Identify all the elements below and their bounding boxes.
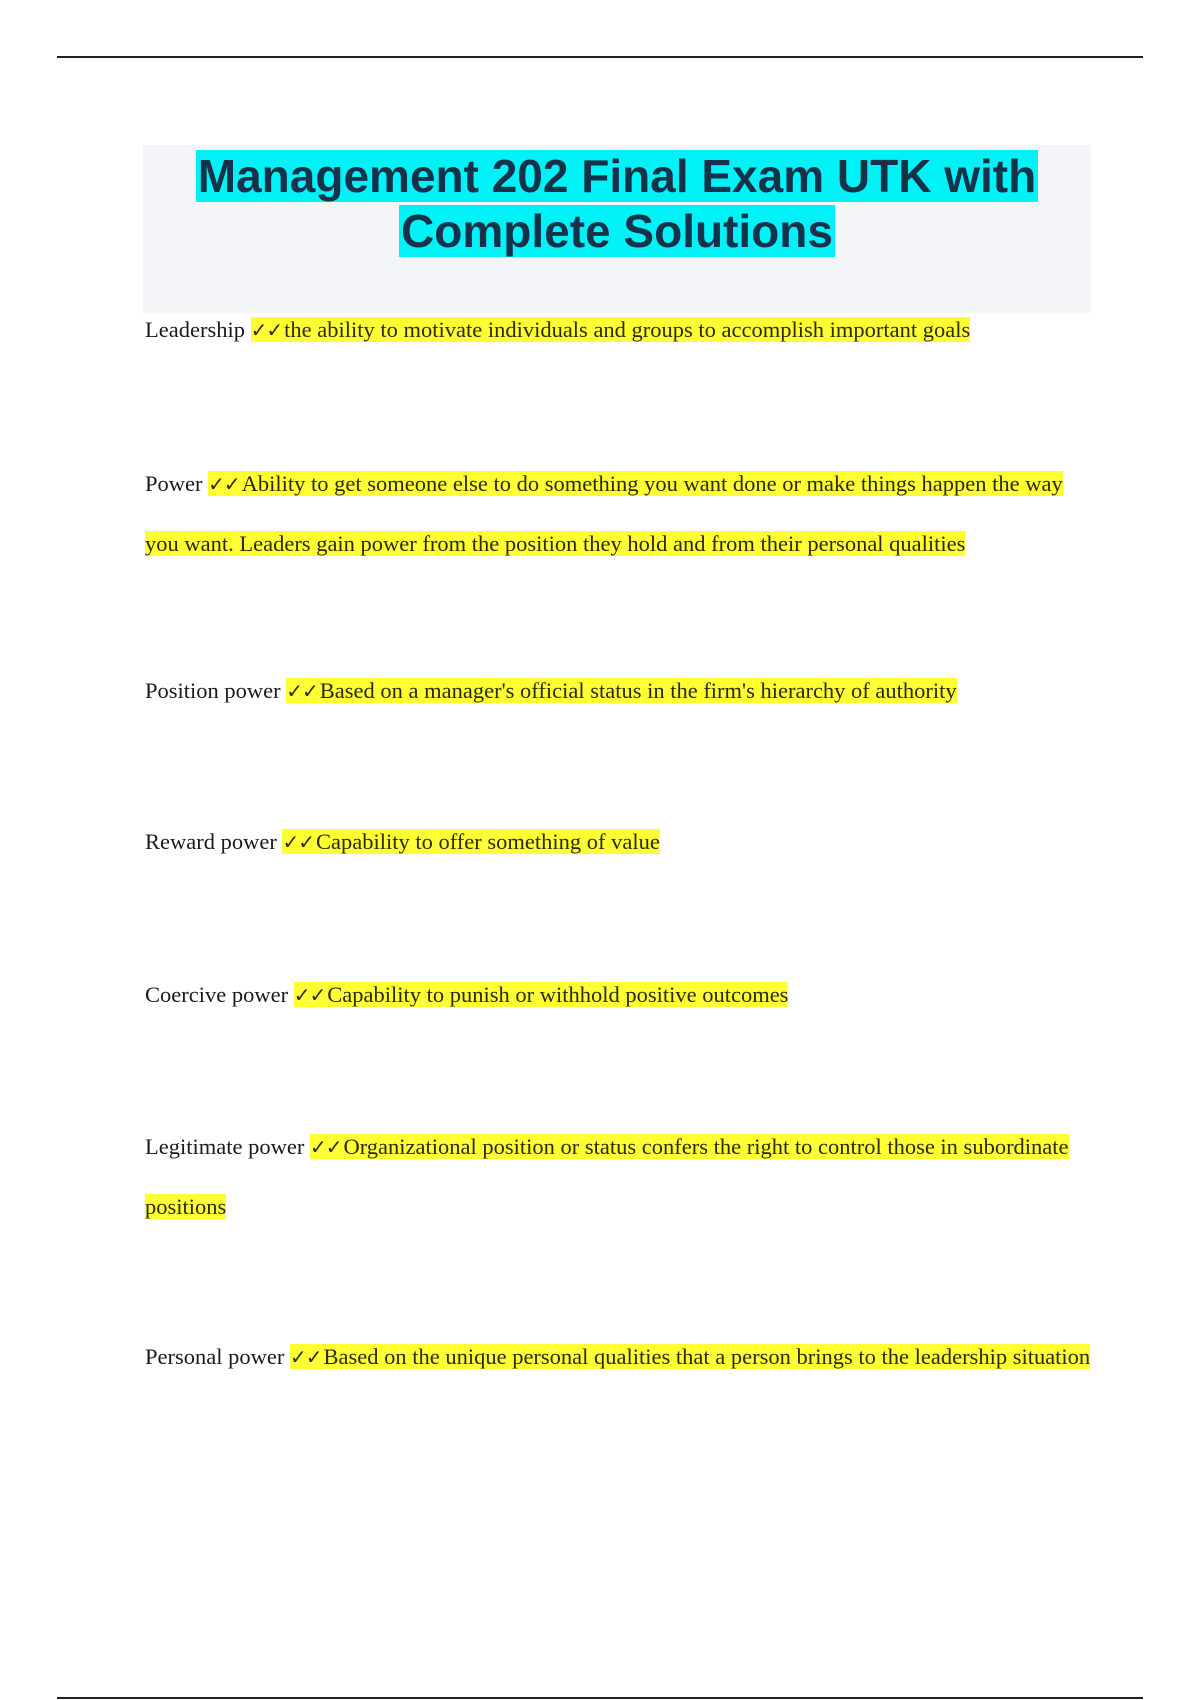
title-block [143,145,1091,313]
entry-legitimate-power [145,1117,1095,1237]
entry-term: Power [145,471,203,496]
entry-reward-power [145,812,1095,872]
double-check-icon: ✓✓ [309,1135,342,1159]
entry-definition-text: Based on a manager's official status in the firm's hierarchy of authority [319,678,957,703]
entry-definition-text: Ability to get someone else to do something you want done or make things happen the way you want. Leaders gain power from the position they hold and from their personal qualities [145,471,1063,556]
entry-definition-text: Based on the unique personal qualities that a person brings to the leadership situation [323,1344,1091,1369]
entry-personal-power [145,1327,1095,1387]
entry-definition [286,678,956,703]
double-check-icon: ✓✓ [282,830,314,854]
bottom-rule [57,1697,1143,1699]
entry-definition-text: Capability to offer something of value [315,829,660,854]
page-title [143,145,1091,259]
entry-term: Leadership [145,317,245,342]
entry-coercive-power [145,965,1095,1025]
double-check-icon: ✓✓ [289,1345,322,1369]
page-title-text: Management 202 Final Exam UTK with Complete Solutions [197,150,1037,257]
entry-definition [294,982,789,1007]
double-check-icon: ✓✓ [286,679,318,703]
entry-term: Position power [145,678,281,703]
entry-definition [145,471,1063,556]
double-check-icon: ✓✓ [250,318,283,342]
entry-term: Legitimate power [145,1134,305,1159]
entry-definition-text: the ability to motivate individuals and groups to accomplish important goals [284,317,971,342]
entry-definition [282,829,659,854]
entry-definition [290,1344,1090,1369]
entry-power [145,454,1095,574]
entry-definition [251,317,971,342]
entry-term: Coercive power [145,982,289,1007]
entry-term: Reward power [145,829,277,854]
top-rule [57,56,1143,58]
entry-definition-text: Organizational position or status confers the right to control those in subordinate positions [145,1134,1069,1219]
double-check-icon: ✓✓ [208,472,240,496]
entry-term: Personal power [145,1344,285,1369]
entry-definition-text: Capability to punish or withhold positive outcomes [327,982,789,1007]
entry-position-power [145,661,1095,721]
entry-leadership [145,300,1095,360]
double-check-icon: ✓✓ [293,983,326,1007]
